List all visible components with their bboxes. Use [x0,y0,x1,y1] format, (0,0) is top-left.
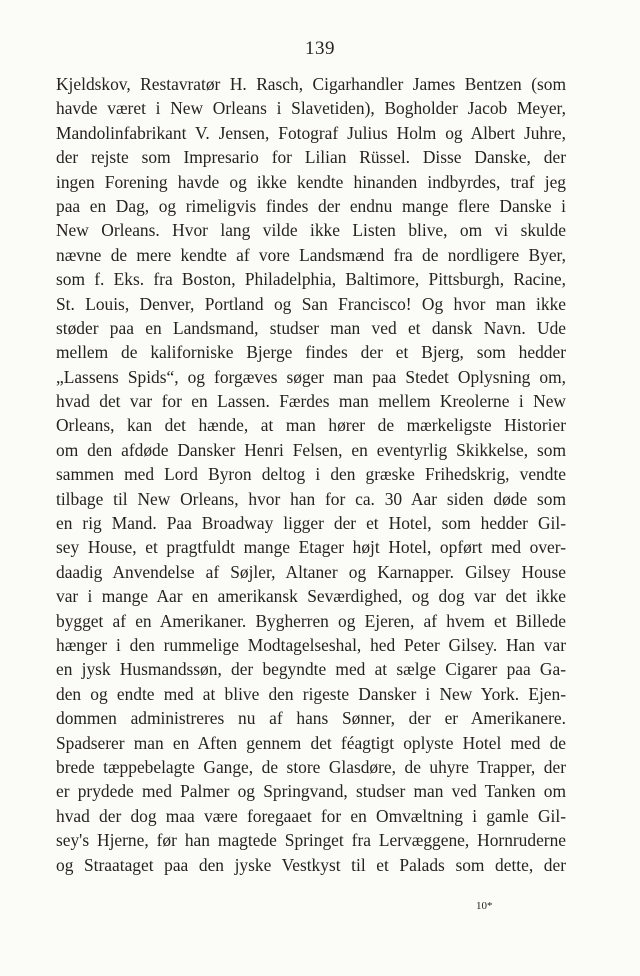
body-text [56,72,566,877]
text-line: havde været i New Orleans i Slavetiden), Bogholder Jacob Meyer, [56,98,566,119]
text-line: er prydede med Palmer og Springvand, studser man ved Tanken om [56,781,566,802]
text-line: sey's Hjerne, før han magtede Springet fra Lervæggene, Hornruderne [56,830,566,851]
text-line: der rejste som Impresario for Lilian Rüssel. Disse Danske, der [56,147,566,168]
signature-mark: 10* [476,900,493,912]
text-line: paa en Dag, og rimeligvis findes der endnu mange flere Danske i [56,195,566,216]
text-line: var i mange Aar en amerikansk Seværdighed, og dog var det ikke [56,586,566,607]
text-line: mellem de kaliforniske Bjerge findes der et Bjerg, som hedder [56,342,566,363]
text-line: og Straataget paa den jyske Vestkyst til et Palads som dette, der [56,854,566,875]
text-line: bygget af en Amerikaner. Bygherren og Ejeren, af hvem et Billede [56,610,566,631]
text-line: New Orleans. Hvor lang vilde ikke Listen blive, om vi skulde [56,220,566,241]
text-line: sey House, et pragtfuldt mange Etager højt Hotel, opført med over- [56,537,566,558]
text-line: en jysk Husmandssøn, der begyndte med at sælge Cigarer paa Ga- [56,659,566,680]
text-line: St. Louis, Denver, Portland og San Francisco! Og hvor man ikke [56,293,566,314]
text-line: Orleans, kan det hænde, at man hører de mærkeligste Historier [56,415,566,436]
text-line: hvad der dog maa være foregaaet for en Omvæltning i gamle Gil- [56,805,566,826]
text-line: støder paa en Landsmand, studser man ved et dansk Navn. Ude [56,317,566,338]
text-line: Spadserer man en Aften gennem det féagtigt oplyste Hotel med de [56,732,566,753]
text-line: den og endte med at blive den rigeste Dansker i New York. Ejen- [56,683,566,704]
text-line: en rig Mand. Paa Broadway ligger der et Hotel, som hedder Gil- [56,513,566,534]
text-line: sammen med Lord Byron deltog i den græske Frihedskrig, vendte [56,464,566,485]
text-line: daadig Anvendelse af Søjler, Altaner og Karnapper. Gilsey House [56,561,566,582]
text-line: dommen administreres nu af hans Sønner, der er Amerikanere. [56,708,566,729]
text-line: om den afdøde Dansker Henri Felsen, en eventyrlig Skikkelse, som [56,439,566,460]
text-line: hvad det var for en Lassen. Færdes man mellem Kreolerne i New [56,391,566,412]
text-line: ingen Forening havde og ikke kendte hinanden indbyrdes, traf jeg [56,171,566,192]
text-line: „Lassens Spids“, og forgæves søger man paa Stedet Oplysning om, [56,366,566,387]
text-line: brede tæppebelagte Gange, de store Glasdøre, de uhyre Trapper, der [56,756,566,777]
page-number: 139 [305,38,335,59]
text-line: Kjeldskov, Restavratør H. Rasch, Cigarhandler James Bentzen (som [56,74,566,94]
text-line: Mandolinfabrikant V. Jensen, Fotograf Julius Holm og Albert Juhre, [56,122,566,143]
text-line: hænger i den rummelige Modtagelseshal, hed Peter Gilsey. Han var [56,634,566,655]
text-line: nævne de mere kendte af vore Landsmænd fra de nordligere Byer, [56,244,566,265]
text-line: tilbage til New Orleans, hvor han for ca. 30 Aar siden døde som [56,488,566,509]
text-line: som f. Eks. fra Boston, Philadelphia, Baltimore, Pittsburgh, Racine, [56,269,566,290]
